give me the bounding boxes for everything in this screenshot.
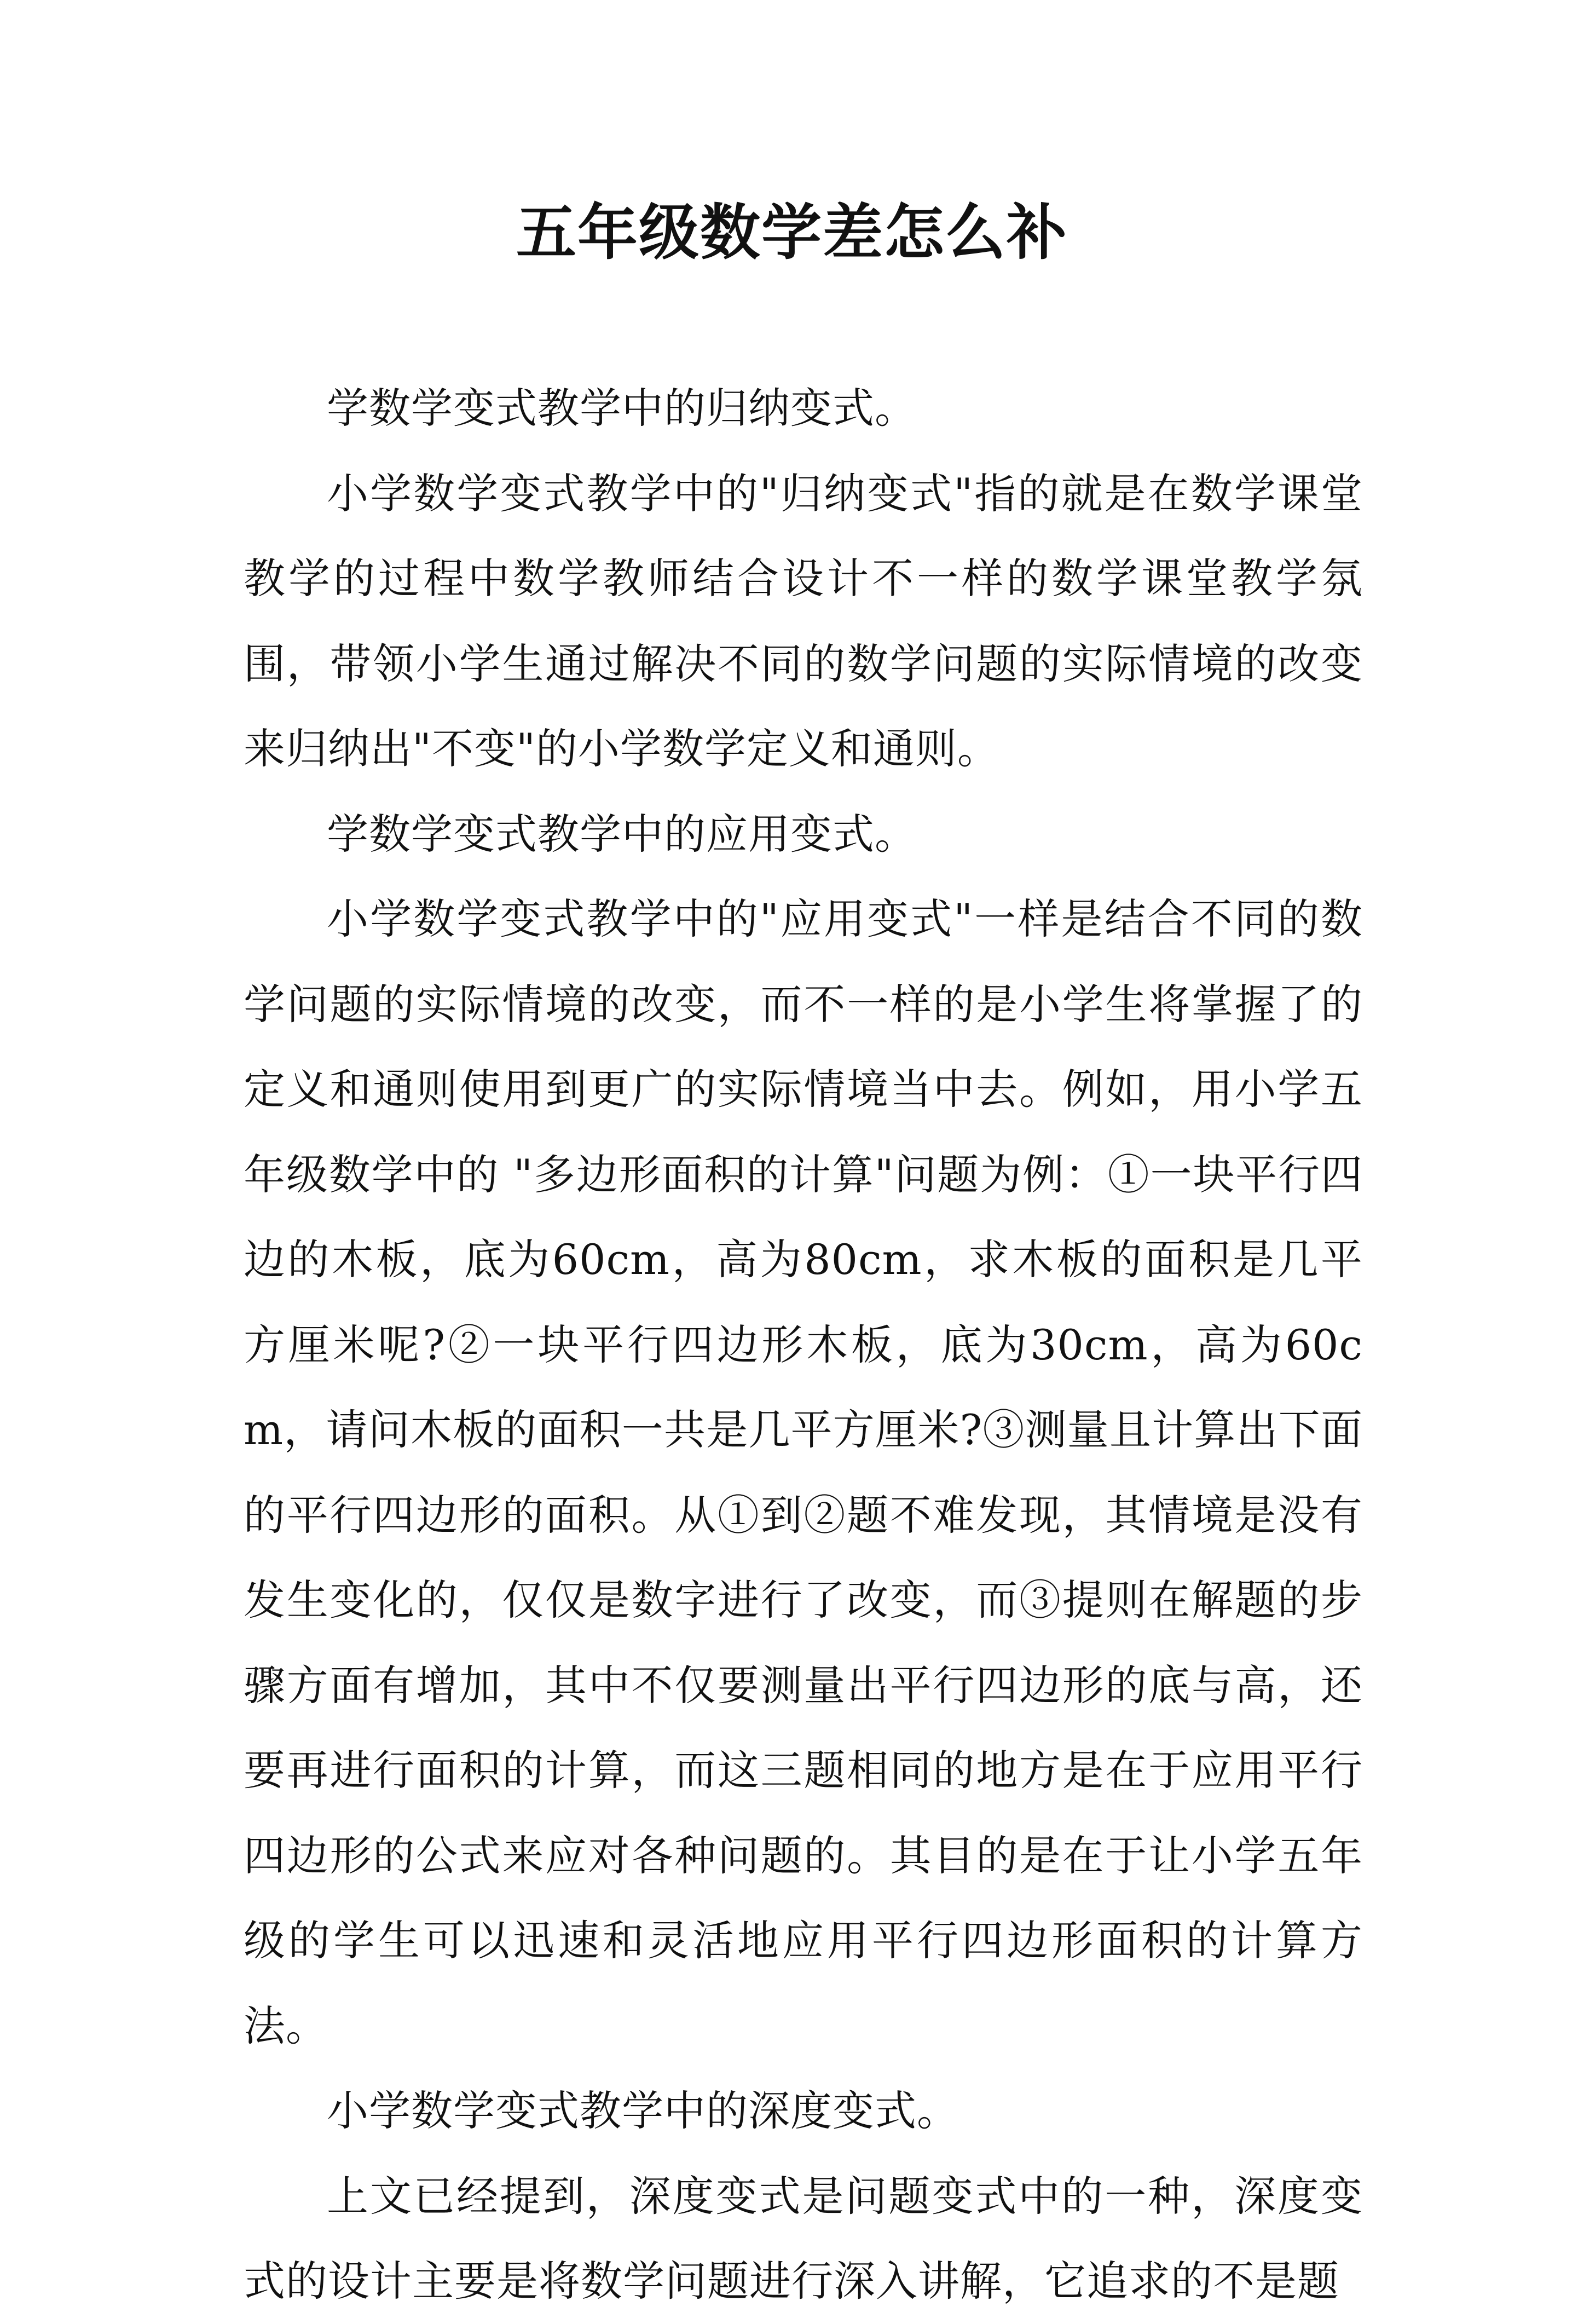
document-body — [244, 366, 1363, 2324]
paragraph-heading-induction: 学数学变式教学中的归纳变式。 — [327, 384, 917, 432]
paragraph-depth: 上文已经提到，深度变式是问题变式中的一种，深度变式的设计主要是将数学问题进行深入讲解，它追求的不是题 — [244, 2171, 1363, 2305]
paragraph-application: 小学数学变式教学中的"应用变式"一样是结合不同的数学问题的实际情境的改变，而不一样的是小学生将掌握了的定义和通则使用到更广的实际情境当中去。例如，用小学五年级数学中的 "多边形面积的计算"问题为例：①一块平行四边的木板，底为60cm，高为80cm，求木板的面积是几平方厘米呢?②一块平行四边形木板，底为30cm，高为60cm，请问木板的面积一共是几平方厘米?③测量且计算出下面的平行四边形的面积。从①到②题不难发现，其情境是没有发生变化的，仅仅是数字进行了改变，而③提则在解题的步骤方面有增加，其中不仅要测量出平行四边形的底与高，还要再进行面积的计算，而这三题相同的地方是在于应用平行四边形的公式来应对各种问题的。其目的是在于让小学五年级的学生可以迅速和灵活地应用平行四边形面积的计算方法。 — [244, 895, 1363, 2050]
paragraph-heading-application: 学数学变式教学中的应用变式。 — [327, 809, 917, 858]
paragraph-heading-depth: 小学数学变式教学中的深度变式。 — [327, 2086, 959, 2135]
document-title: 五年级数学差怎么补 — [516, 197, 1068, 268]
paragraph-induction: 小学数学变式教学中的"归纳变式"指的就是在数学课堂教学的过程中数学教师结合设计不一样的数学课堂教学氛围，带领小学生通过解决不同的数学问题的实际情境的改变来归纳出"不变"的小学数学定义和通则。 — [244, 469, 1363, 773]
